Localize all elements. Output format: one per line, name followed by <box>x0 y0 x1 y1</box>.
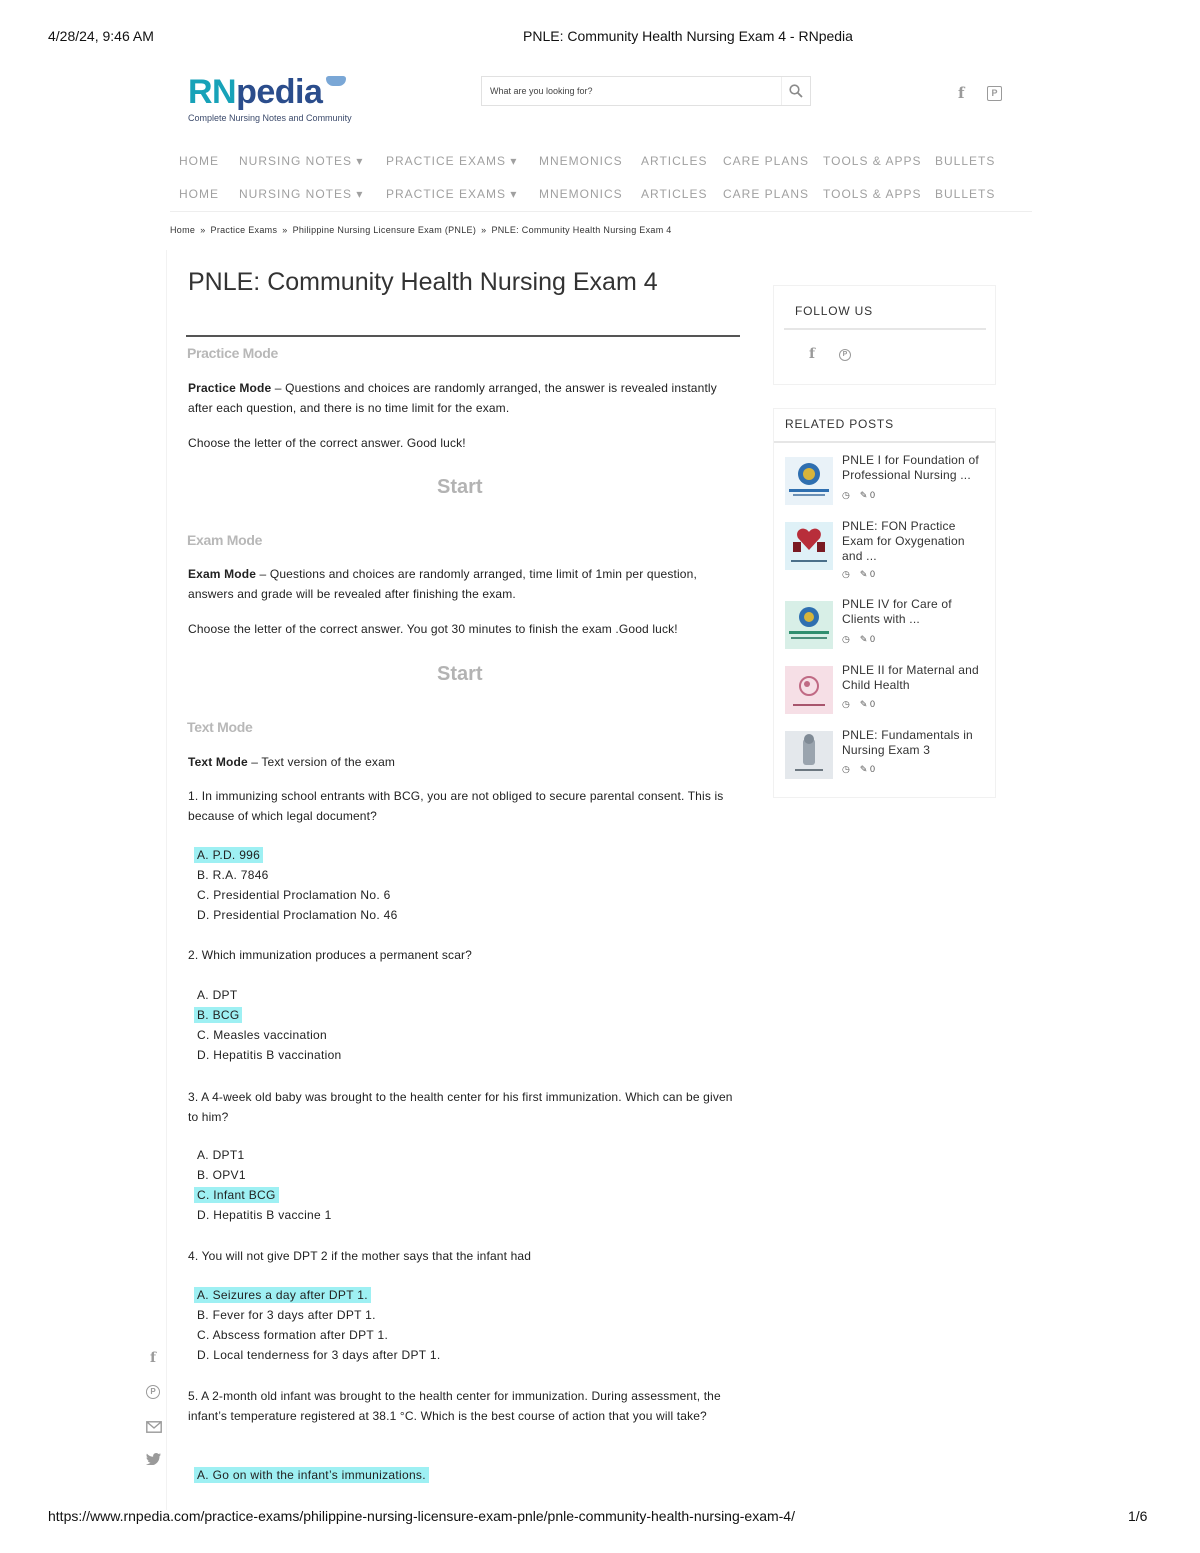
question-1: 1. In immunizing school entrants with BCG, you are not obliged to secure parental consent. This is because of which legal document? <box>188 789 724 823</box>
q5-option-a: A. Go on with the infant’s immunizations. <box>194 1465 429 1485</box>
related-posts-widget <box>773 408 996 798</box>
q4-option-c: C. Abscess formation after DPT 1. <box>197 1328 389 1342</box>
comment-icon: ✎ <box>859 490 868 500</box>
q1-option-c: C. Presidential Proclamation No. 6 <box>197 888 391 902</box>
q3-option-c: C. Infant BCG <box>194 1185 279 1205</box>
nav-tools-apps[interactable]: TOOLS & APPS <box>823 187 922 201</box>
related-post-meta: ◷ ✎ 0 <box>842 699 875 709</box>
sticky-nav <box>170 178 1030 210</box>
print-datetime: 4/28/24, 9:46 AM <box>48 28 154 44</box>
nav-bullets[interactable]: BULLETS <box>935 187 996 201</box>
q1-option-a: A. P.D. 996 <box>194 845 263 865</box>
q1-option-b: B. R.A. 7846 <box>197 868 269 882</box>
q4-option-d: D. Local tenderness for 3 days after DPT 1. <box>197 1348 441 1362</box>
question-4: 4. You will not give DPT 2 if the mother says that the infant had <box>188 1249 532 1263</box>
related-post-thumbnail[interactable] <box>785 731 833 779</box>
related-post-title[interactable]: PNLE II for Maternal and Child Health <box>842 663 979 692</box>
related-post-thumbnail[interactable] <box>785 601 833 649</box>
pinterest-icon[interactable]: P <box>146 1385 160 1399</box>
related-posts-title: RELATED POSTS <box>785 417 894 431</box>
comment-icon: ✎ <box>859 634 868 644</box>
exam-mode-heading: Exam Mode <box>187 532 263 548</box>
nav-tools-apps[interactable]: TOOLS & APPS <box>823 154 922 168</box>
search-icon[interactable] <box>781 77 810 105</box>
nurse-cap-icon <box>326 76 346 86</box>
nav-divider <box>170 211 1032 212</box>
q3-option-a: A. DPT1 <box>197 1148 245 1162</box>
facebook-icon[interactable]: f <box>809 346 816 362</box>
related-post-title[interactable]: PNLE IV for Care of Clients with ... <box>842 597 952 626</box>
related-posts-rule <box>774 441 995 443</box>
pinterest-icon[interactable]: P <box>987 86 1002 101</box>
practice-mode-heading: Practice Mode <box>187 345 279 361</box>
q3-option-b: B. OPV1 <box>197 1168 246 1182</box>
pinterest-icon[interactable]: P <box>839 349 851 361</box>
practice-mode-description: Practice Mode – Questions and choices are randomly arranged, the answer is revealed instantly after each question, and there is no time limit for the exam. <box>188 381 717 415</box>
question-5: 5. A 2-month old infant was brought to the health center for immunization. During assessment, the infant’s temperature registered at 38.1 °C. Which is the best course of action that you will take? <box>188 1389 721 1423</box>
nav-bullets[interactable]: BULLETS <box>935 154 996 168</box>
follow-us-rule <box>784 328 986 330</box>
site-logo[interactable] <box>188 72 352 123</box>
print-doc-title: PNLE: Community Health Nursing Exam 4 - RNpedia <box>523 28 853 44</box>
page-title: PNLE: Community Health Nursing Exam 4 <box>188 268 658 296</box>
clock-icon: ◷ <box>842 764 850 774</box>
q3-option-d: D. Hepatitis B vaccine 1 <box>197 1208 332 1222</box>
breadcrumb-current: PNLE: Community Health Nursing Exam 4 <box>491 225 672 235</box>
practice-start-button[interactable]: Start <box>437 476 483 498</box>
question-3: 3. A 4-week old baby was brought to the health center for his first immunization. Which can be given to him? <box>188 1090 733 1124</box>
facebook-icon[interactable]: f <box>150 1350 157 1366</box>
exam-mode-description: Exam Mode – Questions and choices are randomly arranged, time limit of 1min per question, answers and grade will be revealed after finishing the exam. <box>188 567 697 601</box>
follow-us-title: FOLLOW US <box>795 304 873 318</box>
related-post-meta: ◷ ✎ 0 <box>842 490 875 500</box>
breadcrumb-pnle[interactable]: Philippine Nursing Licensure Exam (PNLE) <box>292 225 477 235</box>
email-icon[interactable] <box>146 1420 162 1438</box>
nav-care-plans[interactable]: CARE PLANS <box>723 154 810 168</box>
related-post-meta: ◷ ✎ 0 <box>842 634 875 644</box>
exam-start-button[interactable]: Start <box>437 663 483 685</box>
nav-practice-exams[interactable]: PRACTICE EXAMS ▾ <box>386 154 518 168</box>
nav-home[interactable]: HOME <box>179 154 219 168</box>
print-url: https://www.rnpedia.com/practice-exams/philippine-nursing-licensure-exam-pnle/pnle-community-health-nursing-exam-4/ <box>48 1508 795 1524</box>
facebook-icon[interactable]: f <box>958 84 965 102</box>
clock-icon: ◷ <box>842 569 850 579</box>
related-post-thumbnail[interactable] <box>785 522 833 570</box>
breadcrumb: Home » Practice Exams » Philippine Nursing Licensure Exam (PNLE) » PNLE: Community Health Nursing Exam 4 <box>170 225 672 235</box>
clock-icon: ◷ <box>842 699 850 709</box>
twitter-icon[interactable] <box>146 1452 161 1470</box>
nav-practice-exams[interactable]: PRACTICE EXAMS ▾ <box>386 187 518 201</box>
related-post-thumbnail[interactable] <box>785 457 833 505</box>
breadcrumb-home[interactable]: Home <box>170 225 196 235</box>
comment-icon: ✎ <box>859 699 868 709</box>
comment-icon: ✎ <box>859 569 868 579</box>
q1-option-d: D. Presidential Proclamation No. 46 <box>197 908 398 922</box>
nav-care-plans[interactable]: CARE PLANS <box>723 187 810 201</box>
question-2: 2. Which immunization produces a permanent scar? <box>188 948 472 962</box>
q2-option-a: A. DPT <box>197 988 238 1002</box>
q2-option-d: D. Hepatitis B vaccination <box>197 1048 342 1062</box>
related-post-title[interactable]: PNLE: FON Practice Exam for Oxygenation and ... <box>842 519 965 563</box>
search-input[interactable] <box>482 77 788 105</box>
nav-nursing-notes[interactable]: NURSING NOTES ▾ <box>239 187 364 201</box>
nav-home[interactable]: HOME <box>179 187 219 201</box>
comment-icon: ✎ <box>859 764 868 774</box>
q4-option-b: B. Fever for 3 days after DPT 1. <box>197 1308 376 1322</box>
text-mode-heading: Text Mode <box>187 719 253 735</box>
related-post-title[interactable]: PNLE I for Foundation of Professional Nursing ... <box>842 453 979 482</box>
content-border <box>166 250 167 1510</box>
related-post-meta: ◷ ✎ 0 <box>842 764 875 774</box>
search-box <box>481 76 811 106</box>
main-nav <box>170 145 1030 177</box>
logo-tagline: Complete Nursing Notes and Community <box>188 113 352 123</box>
related-post-meta: ◷ ✎ 0 <box>842 569 875 579</box>
nav-articles[interactable]: ARTICLES <box>641 187 708 201</box>
text-mode-description: Text Mode – Text version of the exam <box>188 755 396 769</box>
print-page-number: 1/6 <box>1128 1508 1148 1524</box>
q2-option-b: B. BCG <box>194 1005 242 1025</box>
clock-icon: ◷ <box>842 634 850 644</box>
clock-icon: ◷ <box>842 490 850 500</box>
nav-mnemonics[interactable]: MNEMONICS <box>539 154 623 168</box>
nav-articles[interactable]: ARTICLES <box>641 154 708 168</box>
follow-us-widget <box>773 285 996 385</box>
related-post-title[interactable]: PNLE: Fundamentals in Nursing Exam 3 <box>842 728 973 757</box>
breadcrumb-practice-exams[interactable]: Practice Exams <box>210 225 278 235</box>
title-divider <box>186 335 740 337</box>
related-post-thumbnail[interactable] <box>785 666 833 714</box>
logo-wordmark: RNpedia <box>188 73 323 111</box>
q2-option-c: C. Measles vaccination <box>197 1028 327 1042</box>
practice-mode-instruction: Choose the letter of the correct answer. Good luck! <box>188 436 466 450</box>
exam-mode-instruction: Choose the letter of the correct answer. You got 30 minutes to finish the exam .Good luck! <box>188 622 678 636</box>
nav-mnemonics[interactable]: MNEMONICS <box>539 187 623 201</box>
nav-nursing-notes[interactable]: NURSING NOTES ▾ <box>239 154 364 168</box>
q4-option-a: A. Seizures a day after DPT 1. <box>194 1285 371 1305</box>
